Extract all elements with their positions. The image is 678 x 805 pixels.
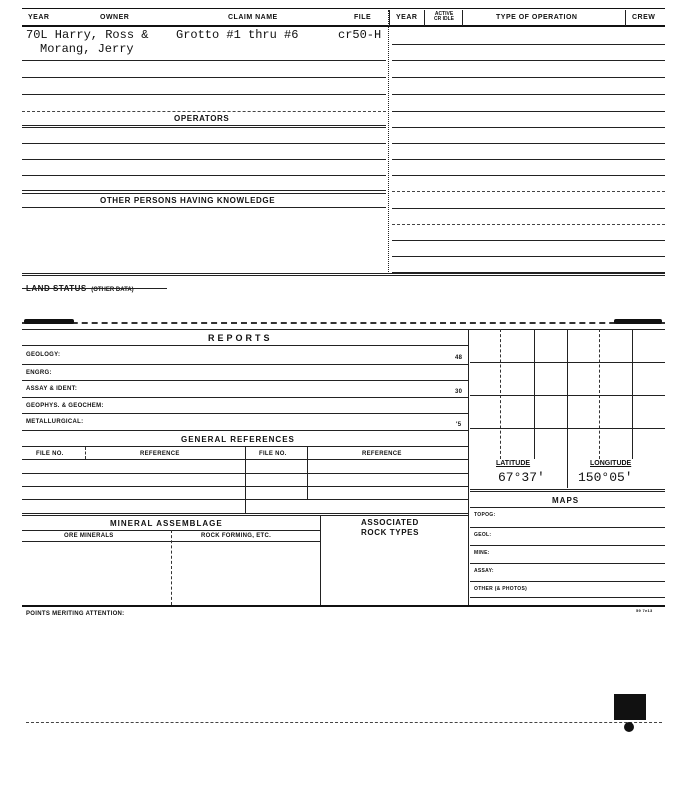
header-active-line2: CR IDLE <box>434 16 454 22</box>
operators-rule-top <box>22 125 386 126</box>
row-line <box>22 111 386 112</box>
ref-row-line <box>22 499 468 500</box>
rock-forming-label: ROCK FORMING, ETC. <box>201 533 272 539</box>
mineral-col-divider <box>171 530 172 605</box>
land-status-underline <box>22 288 167 289</box>
mineral-rule-top <box>22 513 468 514</box>
maps-row-line <box>470 597 665 598</box>
grid-line-v <box>567 329 568 459</box>
maps-title-rule <box>470 507 665 508</box>
ref-col-reference-1: REFERENCE <box>140 451 180 457</box>
row-line <box>22 77 386 78</box>
header-year-right: YEAR <box>396 14 418 21</box>
top-rule <box>22 8 665 9</box>
maps-geol: GEOL: <box>474 532 492 538</box>
right-row-line <box>392 60 665 61</box>
grid-line-h <box>470 395 665 396</box>
separator-mark-left <box>24 319 74 324</box>
grid-line-v <box>599 329 600 459</box>
operators-row-line-2 <box>22 193 386 194</box>
land-status-sub: (OTHER DATA) <box>91 287 134 293</box>
divider-type <box>462 10 463 26</box>
right-row-line <box>392 94 665 95</box>
maps-row-line <box>470 563 665 564</box>
ref-row-line <box>22 486 468 487</box>
reports-top-rule <box>22 329 665 330</box>
right-row-line <box>392 143 665 144</box>
ref-divider <box>85 447 86 459</box>
mineral-rule-top-2 <box>22 515 468 516</box>
header-file: FILE <box>354 14 372 21</box>
latlong-divider <box>567 458 568 488</box>
maps-row-line <box>470 581 665 582</box>
land-status-rule-2 <box>22 275 665 276</box>
land-status-label <box>26 278 134 296</box>
maps-row-line <box>470 527 665 528</box>
divider-year-right <box>389 10 390 26</box>
right-row-line <box>392 224 665 225</box>
header-active-line1: ACTIVE <box>434 11 454 17</box>
right-row-line <box>392 208 665 209</box>
right-row-line <box>392 256 665 257</box>
ore-minerals-label: ORE MINERALS <box>64 533 114 539</box>
column-divider-main <box>388 10 389 274</box>
land-status-title: LAND STATUS <box>26 284 87 293</box>
mineral-divider <box>320 516 321 605</box>
owner-entry-2: Morang, Jerry <box>40 42 134 56</box>
report-row-line <box>22 380 468 381</box>
row-line <box>22 60 386 61</box>
section-separator <box>22 322 665 324</box>
grid-line-v <box>534 329 535 459</box>
maps-mine: MINE: <box>474 550 490 556</box>
ref-col-reference-2: REFERENCE <box>362 451 402 457</box>
divider-active <box>424 10 425 26</box>
owner-entry-1: 70L Harry, Ross & <box>26 28 149 42</box>
header-active <box>428 12 460 22</box>
ref-divider <box>245 447 246 513</box>
header-type-of-operation: TYPE OF OPERATION <box>496 14 578 21</box>
report-row-line <box>22 364 468 365</box>
operators-row-line <box>22 159 386 160</box>
land-status-rule <box>22 273 665 274</box>
right-row-line <box>392 111 665 112</box>
claim-name-entry: Grotto #1 thru #6 <box>176 28 299 42</box>
registration-mark <box>614 694 646 720</box>
report-label-metallurgical: METALLURGICAL: <box>26 419 84 425</box>
points-meriting-attention-label: POINTS MERITING ATTENTION: <box>26 611 125 617</box>
associated-rock-types-1: ASSOCIATED <box>361 518 419 527</box>
other-persons-rule <box>22 207 386 208</box>
divider-crew <box>625 10 626 26</box>
grid-line-h <box>470 428 665 429</box>
mineral-assemblage-title: MINERAL ASSEMBLAGE <box>110 519 223 528</box>
latitude-label: LATITUDE <box>496 460 531 467</box>
ref-col-file-no-1: FILE NO. <box>36 451 64 457</box>
maps-title: MAPS <box>552 496 580 505</box>
other-persons-label: OTHER PERSONS HAVING KNOWLEDGE <box>100 196 276 205</box>
latlong-rule <box>470 489 665 490</box>
report-mark-metallurgical: '5 <box>456 422 462 428</box>
associated-rock-types-2: ROCK TYPES <box>361 528 420 537</box>
separator-mark-right <box>614 319 662 324</box>
right-row-line <box>392 159 665 160</box>
ref-row-line <box>22 473 468 474</box>
report-row-line <box>22 430 468 431</box>
report-label-assay: ASSAY & IDENT: <box>26 386 78 392</box>
longitude-label: LONGITUDE <box>590 460 632 467</box>
grid-line-v <box>632 329 633 459</box>
longitude-value: 150°05' <box>578 470 633 485</box>
right-row-line <box>392 175 665 176</box>
latlong-rule-2 <box>470 491 665 492</box>
header-owner: OWNER <box>100 14 130 21</box>
right-row-line <box>392 127 665 128</box>
header-year: YEAR <box>28 14 50 21</box>
maps-topog: TOPOG: <box>474 512 496 518</box>
report-mark-geology: 48 <box>455 355 463 361</box>
header-claim-name: CLAIM NAME <box>228 14 278 21</box>
form-number: 59 7e13 <box>636 608 653 613</box>
general-references-title: GENERAL REFERENCES <box>181 435 295 444</box>
right-row-line <box>392 44 665 45</box>
bottom-dashed-line <box>26 722 662 723</box>
ref-row-line <box>22 459 468 460</box>
reports-title-rule <box>22 345 468 346</box>
ref-col-file-no-2: FILE NO. <box>259 451 287 457</box>
registration-dot <box>624 722 634 732</box>
report-label-geology: GEOLOGY: <box>26 352 61 358</box>
operators-row-line <box>22 190 386 191</box>
row-line <box>22 94 386 95</box>
latitude-value: 67°37' <box>498 470 545 485</box>
report-row-line <box>22 397 468 398</box>
grid-line-v <box>500 329 501 459</box>
operators-row-line <box>22 143 386 144</box>
header-rule <box>22 25 665 27</box>
right-row-line <box>392 240 665 241</box>
file-entry: cr50-H <box>338 28 382 42</box>
header-crew: CREW <box>632 14 656 21</box>
operators-rule-top-2 <box>22 127 386 128</box>
reports-right-divider <box>468 329 469 605</box>
operators-row-line <box>22 175 386 176</box>
right-row-line <box>392 77 665 78</box>
report-row-line <box>22 413 468 414</box>
maps-other: OTHER (& PHOTOS) <box>474 586 528 592</box>
maps-row-line <box>470 545 665 546</box>
report-label-geophys: GEOPHYS. & GEOCHEM: <box>26 403 104 409</box>
report-mark-assay: 30 <box>455 389 463 395</box>
report-label-engrg: ENGRG: <box>26 370 52 376</box>
grid-line-h <box>470 362 665 363</box>
maps-assay: ASSAY: <box>474 568 494 574</box>
points-rule <box>22 605 665 607</box>
operators-label: OPERATORS <box>174 114 230 123</box>
reports-title: REPORTS <box>208 333 273 343</box>
right-row-line <box>392 191 665 192</box>
